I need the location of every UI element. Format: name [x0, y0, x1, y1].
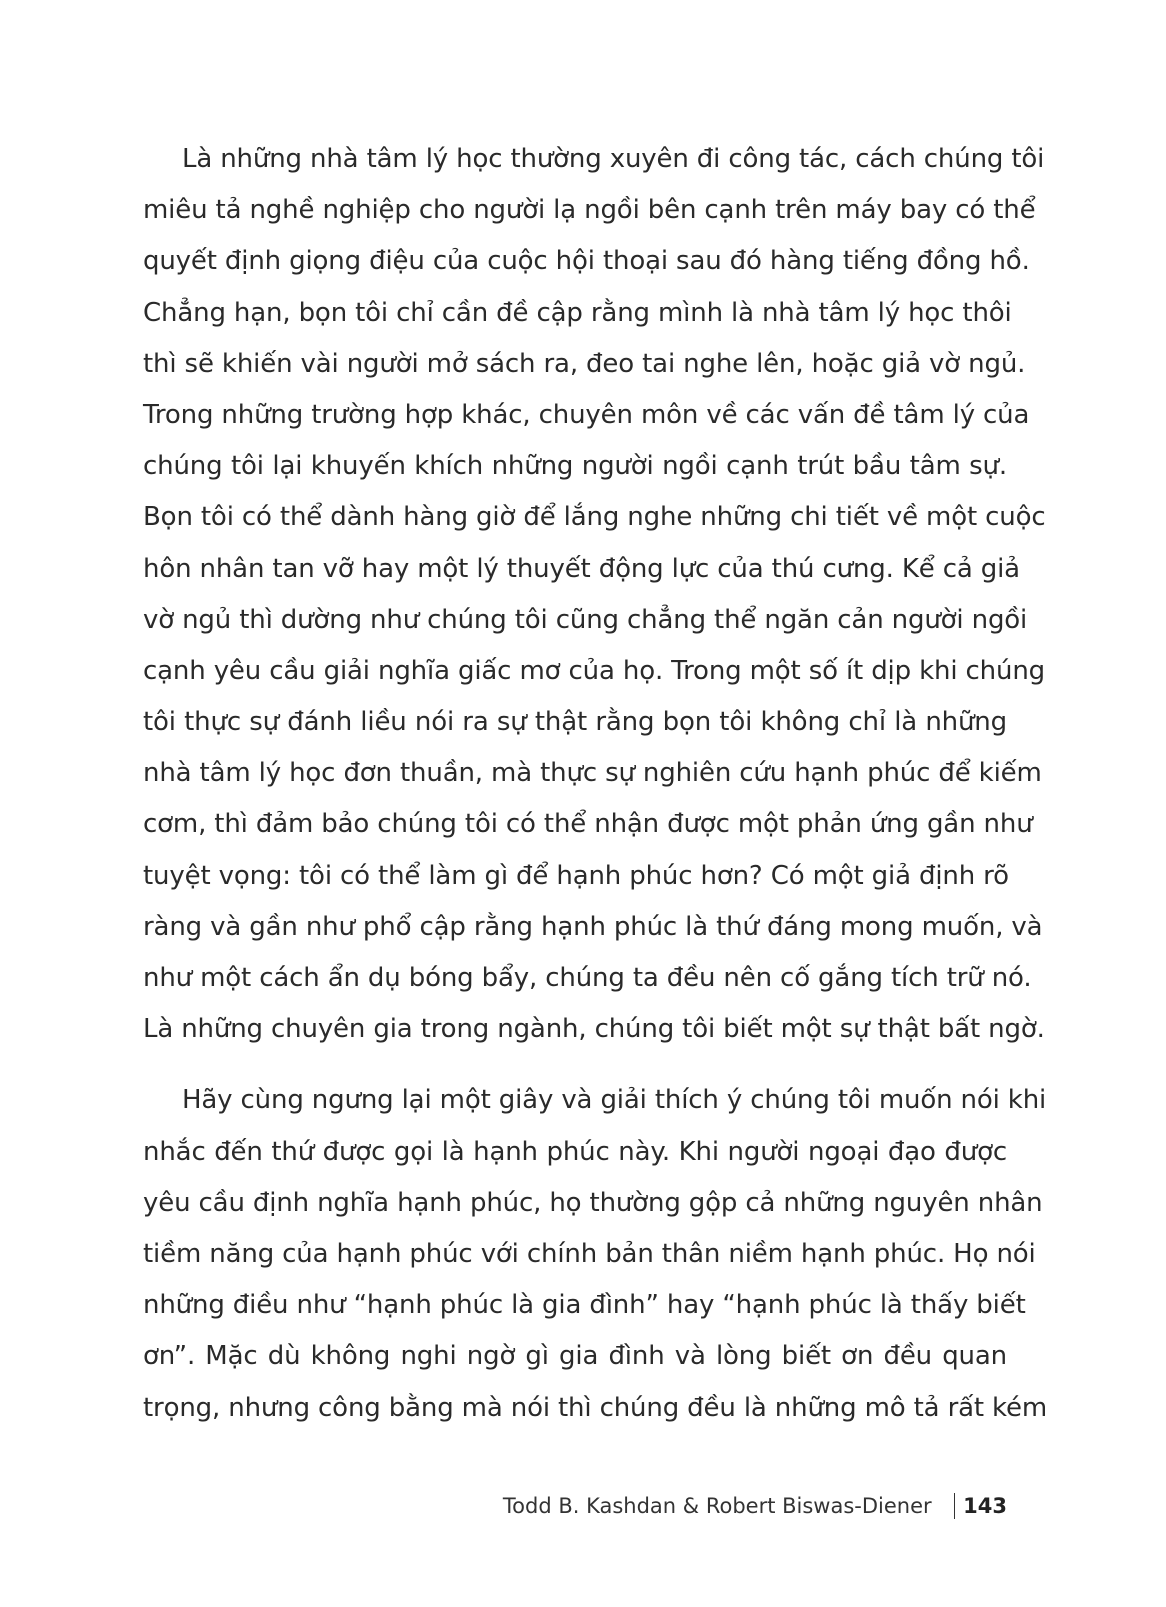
text-line: Là những chuyên gia trong ngành, chúng tôi biết một sự thật bất ngờ. [143, 1014, 1045, 1045]
text-line: tuyệt vọng: tôi có thể làm gì để hạnh phúc hơn? Có một giả định rõ [143, 860, 1009, 891]
text-line: cơm, thì đảm bảo chúng tôi có thể nhận được một phản ứng gần như [143, 809, 1033, 840]
page-number: 143 [963, 1494, 1007, 1518]
text-line: miêu tả nghề nghiệp cho người lạ ngồi bên cạnh trên máy bay có thể [143, 195, 1036, 226]
text-line: chúng tôi lại khuyến khích những người ngồi cạnh trút bầu tâm sự. [143, 451, 1007, 482]
paragraph-2 [143, 1075, 1048, 1433]
body-text [143, 134, 1048, 1434]
text-line: cạnh yêu cầu giải nghĩa giấc mơ của họ. Trong một số ít dịp khi chúng [143, 655, 1046, 686]
text-line: ràng và gần như phổ cập rằng hạnh phúc là thứ đáng mong muốn, và [143, 911, 1043, 942]
text-line: như một cách ẩn dụ bóng bẩy, chúng ta đều nên cố gắng tích trữ nó. [143, 963, 1032, 993]
text-line: ơn”. Mặc dù không nghi ngờ gì gia đình và lòng biết ơn đều quan [143, 1341, 1007, 1372]
text-line: tiềm năng của hạnh phúc với chính bản thân niềm hạnh phúc. Họ nói [143, 1238, 1036, 1269]
text-line: Bọn tôi có thể dành hàng giờ để lắng nghe những chi tiết về một cuộc [143, 502, 1046, 533]
text-line: nhắc đến thứ được gọi là hạnh phúc này. Khi người ngoại đạo được [143, 1136, 1007, 1167]
text-line: những điều như “hạnh phúc là gia đình” hay “hạnh phúc là thấy biết [143, 1290, 1026, 1321]
text-line: Chẳng hạn, bọn tôi chỉ cần đề cập rằng mình là nhà tâm lý học thôi [143, 297, 1012, 328]
text-line: tôi thực sự đánh liều nói ra sự thật rằng bọn tôi không chỉ là những [143, 707, 1007, 738]
paragraph-1 [143, 134, 1046, 1055]
page-footer [503, 1486, 1007, 1526]
text-line: Hãy cùng ngưng lại một giây và giải thích ý chúng tôi muốn nói khi [182, 1085, 1047, 1116]
text-line: vờ ngủ thì dường như chúng tôi cũng chẳng thể ngăn cản người ngồi [143, 604, 1028, 635]
text-line: thì sẽ khiến vài người mở sách ra, đeo tai nghe lên, hoặc giả vờ ngủ. [143, 348, 1026, 379]
text-line: Trong những trường hợp khác, chuyên môn về các vấn đề tâm lý của [143, 399, 1030, 430]
text-line: quyết định giọng điệu của cuộc hội thoại sau đó hàng tiếng đồng hồ. [143, 246, 1030, 277]
text-line: trọng, nhưng công bằng mà nói thì chúng đều là những mô tả rất kém [143, 1392, 1048, 1423]
footer-separator [954, 1493, 956, 1519]
text-line: hôn nhân tan vỡ hay một lý thuyết động lực của thú cưng. Kể cả giả [143, 553, 1020, 584]
text-line: nhà tâm lý học đơn thuần, mà thực sự nghiên cứu hạnh phúc để kiếm [143, 758, 1042, 789]
text-line: Là những nhà tâm lý học thường xuyên đi công tác, cách chúng tôi [182, 144, 1045, 174]
text-line: yêu cầu định nghĩa hạnh phúc, họ thường gộp cả những nguyên nhân [143, 1187, 1043, 1218]
footer-authors: Todd B. Kashdan & Robert Biswas-Diener [502, 1494, 932, 1518]
